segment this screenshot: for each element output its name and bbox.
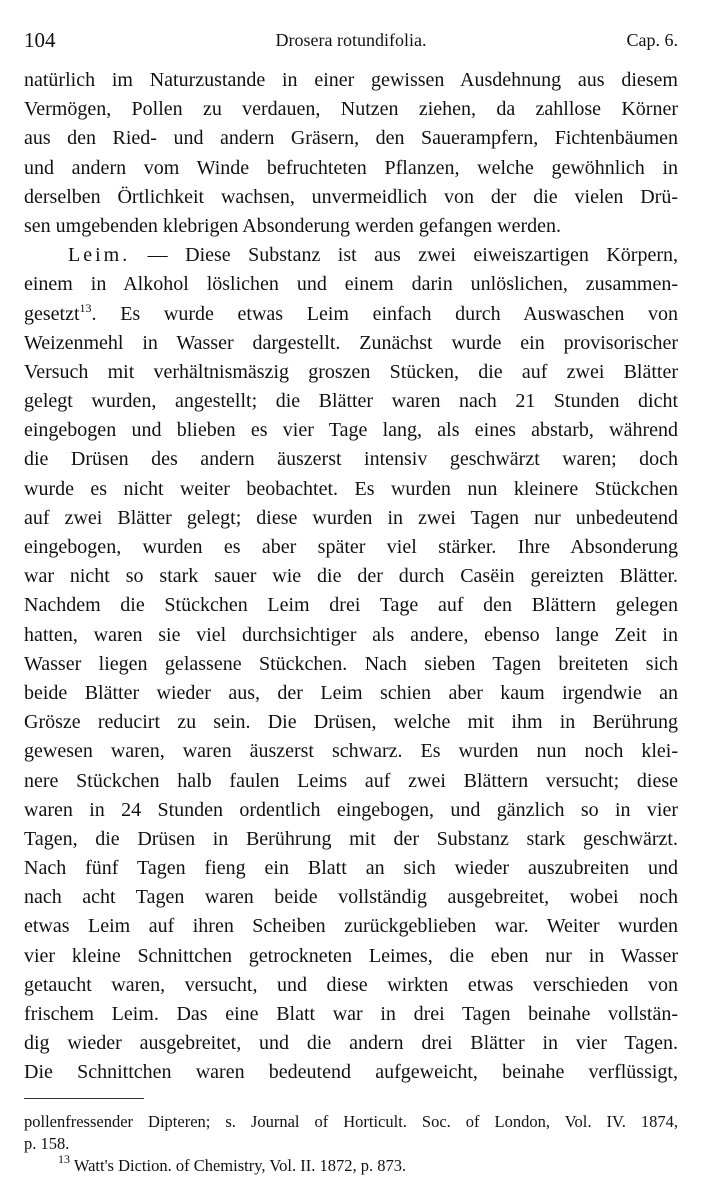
page-number: 104 (24, 28, 56, 52)
text-line: waren in 24 Stunden ordentlich eingebogen, und gänzlich so in vier (24, 798, 678, 821)
text-line: gewesen waren, waren äuszerst schwarz. Es wurden nun noch klei- (24, 740, 678, 763)
running-title: Drosera rotundifolia. (275, 30, 427, 50)
text-line: beide Blätter wieder aus, der Leim schien aber kaum irgendwie an (24, 681, 678, 704)
leim-paragraph-first-line (24, 241, 678, 270)
page-header (24, 22, 678, 58)
text-line: Wasser liegen gelassene Stückchen. Nach sieben Tagen breiteten sich (24, 652, 678, 675)
text-fragment: . Es wurde etwas Leim einfach durch Auswaschen von (91, 302, 678, 325)
text-line: Die Schnittchen waren bedeutend aufgeweicht, beinahe verflüssigt, (24, 1061, 678, 1084)
text-fragment: — Diese Substanz ist aus zwei eiweiszartigen Körpern, (147, 244, 678, 267)
text-line: gelegt wurden, angestellt; die Blätter waren nach 21 Stunden dicht (24, 390, 678, 413)
text-line: etwas Leim auf ihren Scheiben zurückgeblieben war. Weiter wurden (24, 915, 678, 938)
footnote-continued-line: p. 158. (24, 1133, 70, 1153)
footnote-text: Watt's Diction. of Chemistry, Vol. II. 1872, p. 873. (73, 1155, 407, 1175)
text-line: eingebogen, wurden es aber später viel stärker. Ihre Absonderung (24, 536, 678, 558)
text-line: Grösze reducirt zu sein. Die Drüsen, welche mit ihm in Berührung (24, 711, 678, 734)
text-line: nere Stückchen halb faulen Leims auf zwei Blättern versucht; diese (24, 769, 678, 792)
text-line: Versuch mit verhältnismäszig groszen Stücken, die auf zwei Blätter (24, 360, 678, 383)
text-line: wurde es nicht weiter beobachtet. Es wurden nun kleinere Stückchen (24, 477, 678, 500)
body-text (24, 66, 678, 1088)
text-line: frischem Leim. Das eine Blatt war in drei Tagen beinahe vollstän- (24, 1003, 678, 1025)
chapter-label: Cap. 6. (626, 30, 678, 50)
text-line: natürlich im Naturzustande in einer gewissen Ausdehnung aus diesem (24, 69, 678, 91)
text-line: Vermögen, Pollen zu verdauen, Nutzen ziehen, da zahllose Körner (24, 98, 678, 121)
text-line: die Drüsen des andern äuszerst intensiv geschwärzt waren; doch (24, 448, 678, 471)
text-line: hatten, waren sie viel durchsichtiger als andere, ebenso lange Zeit in (24, 623, 678, 646)
text-line: einem in Alkohol löslichen und einem darin unlöslichen, zusammen- (24, 273, 678, 296)
book-page (24, 22, 678, 1177)
text-line: getaucht waren, versucht, und diese wirkten etwas verschieden von (24, 973, 678, 996)
text-line: war nicht so stark sauer wie die der durch Casëin gereizten Blätter. (24, 565, 678, 588)
text-line: auf zwei Blätter gelegt; diese wurden in zwei Tagen nur unbedeutend (24, 506, 678, 529)
text-line: eingebogen und blieben es vier Tage lang, als eines abstarb, während (24, 419, 678, 442)
text-line: Tagen, die Drüsen in Berührung mit der Substanz stark geschwärzt. (24, 827, 678, 850)
text-line: Nach fünf Tagen fieng ein Blatt an sich wieder auszubreiten und (24, 857, 678, 880)
footnote-13 (24, 1151, 678, 1177)
text-line: vier kleine Schnittchen getrockneten Leimes, die eben nur in Wasser (24, 944, 678, 967)
text-line: aus den Ried- und andern Gräsern, den Sauerampfern, Fichtenbäumen (24, 127, 678, 150)
footnote-reference: 13 (79, 300, 92, 315)
text-fragment: gesetzt (24, 302, 80, 325)
footnote-marker: 13 (58, 1151, 70, 1166)
text-line: dig wieder ausgebreitet, und die andern drei Blätter in vier Tagen. (24, 1032, 678, 1055)
footnote-divider (24, 1098, 144, 1099)
footnotes (24, 1111, 678, 1177)
text-line-with-footnote-ref (24, 300, 678, 329)
footnote-continued-line: pollenfressender Dipteren; s. Journal of Horticult. Soc. of London, Vol. IV. 1874, (24, 1111, 678, 1131)
text-line: und andern vom Winde befruchteten Pflanzen, welche gewöhnlich in (24, 156, 678, 179)
text-line: Nachdem die Stückchen Leim drei Tage auf den Blättern gelegen (24, 594, 678, 617)
text-line: nach acht Tagen waren beide vollständig ausgebreitet, wobei noch (24, 886, 678, 909)
text-line: sen umgebenden klebrigen Absonderung werden gefangen werden. (24, 214, 562, 237)
leim-heading: Leim. (68, 244, 131, 267)
text-line: Weizenmehl in Wasser dargestellt. Zunächst wurde ein provisorischer (24, 331, 678, 354)
text-line: derselben Örtlichkeit wachsen, unvermeidlich von der die vielen Drü- (24, 185, 678, 208)
